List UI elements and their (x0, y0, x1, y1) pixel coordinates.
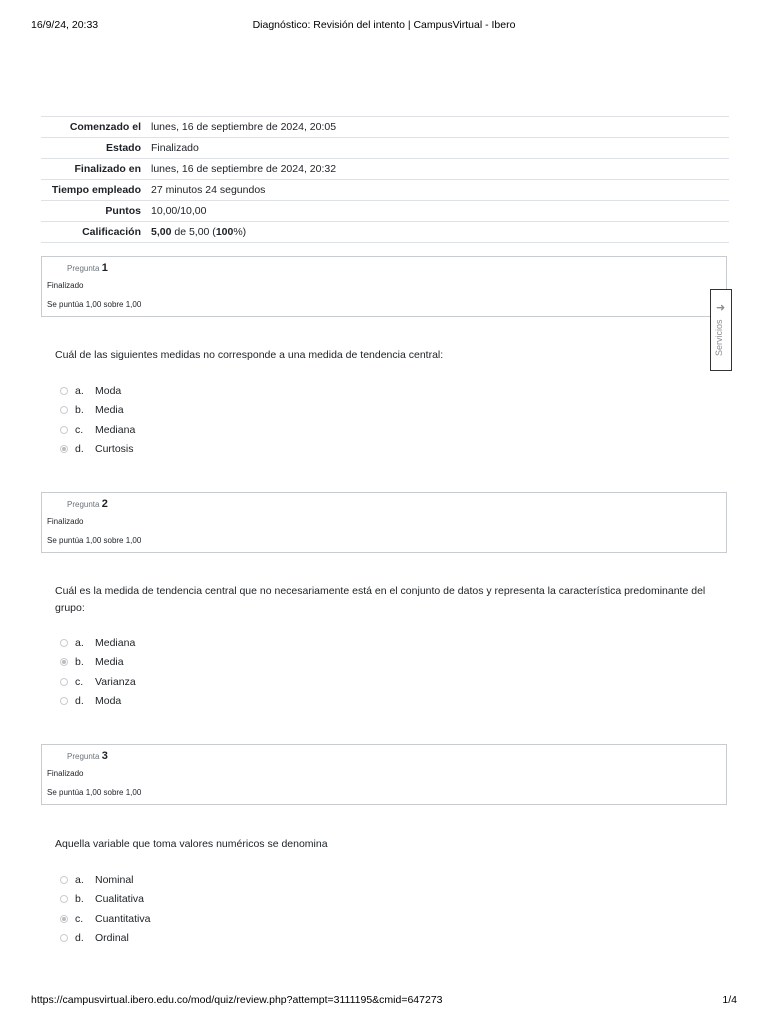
summary-label: Calificación (41, 222, 146, 243)
answer-option[interactable]: b. Media (60, 653, 136, 673)
question-number: Pregunta 1 (67, 262, 108, 274)
question-text-1: Cuál de las siguientes medidas no corresponde a una medida de tendencia central: (55, 349, 444, 361)
radio-button[interactable] (60, 426, 68, 434)
services-tab[interactable] (710, 289, 732, 371)
grade-max: de 5,00 ( (171, 226, 216, 238)
attempt-summary-table (41, 116, 729, 243)
summary-value: Finalizado (146, 138, 729, 159)
radio-button-selected[interactable] (60, 658, 68, 666)
question-grade: Se puntúa 1,00 sobre 1,00 (47, 536, 142, 545)
summary-label: Tiempo empleado (41, 180, 146, 201)
answer-option[interactable]: b. Media (60, 401, 135, 421)
radio-button[interactable] (60, 387, 68, 395)
answer-option[interactable]: a. Mediana (60, 633, 136, 653)
radio-button[interactable] (60, 406, 68, 414)
question-state: Finalizado (47, 769, 84, 778)
question-grade: Se puntúa 1,00 sobre 1,00 (47, 300, 142, 309)
radio-button[interactable] (60, 876, 68, 884)
radio-button[interactable] (60, 895, 68, 903)
summary-row (41, 180, 729, 201)
summary-value: 10,00/10,00 (146, 201, 729, 222)
answer-option[interactable]: d. Ordinal (60, 929, 150, 949)
radio-button[interactable] (60, 697, 68, 705)
question-number: Pregunta 2 (67, 498, 108, 510)
answer-list-2 (60, 633, 136, 711)
answer-option[interactable]: b. Cualitativa (60, 890, 150, 910)
grade-percent: 100 (215, 226, 234, 238)
question-info-3 (41, 744, 727, 805)
summary-label: Puntos (41, 201, 146, 222)
answer-option[interactable]: d. Moda (60, 692, 136, 712)
answer-option[interactable]: d. Curtosis (60, 440, 135, 460)
arrow-right-icon: ➜ (716, 302, 726, 314)
services-label: Servicios (714, 319, 724, 356)
summary-label: Comenzado el (41, 117, 146, 138)
answer-list-1 (60, 381, 135, 459)
summary-row (41, 117, 729, 138)
grade-suffix: %) (233, 226, 247, 238)
question-state: Finalizado (47, 517, 84, 526)
summary-row (41, 159, 729, 180)
print-header (31, 19, 737, 33)
summary-label: Finalizado en (41, 159, 146, 180)
radio-button-selected[interactable] (60, 445, 68, 453)
question-text-3: Aquella variable que toma valores numéricos se denomina (55, 838, 328, 850)
radio-button-selected[interactable] (60, 915, 68, 923)
summary-label: Estado (41, 138, 146, 159)
print-page-number: 1/4 (722, 994, 737, 1006)
print-url: https://campusvirtual.ibero.edu.co/mod/quiz/review.php?attempt=3111195&cmid=647273 (31, 994, 443, 1006)
radio-button[interactable] (60, 934, 68, 942)
summary-row (41, 201, 729, 222)
question-state: Finalizado (47, 281, 84, 290)
answer-option[interactable]: c. Cuantitativa (60, 909, 150, 929)
question-text-2: Cuál es la medida de tendencia central que no necesariamente está en el conjunto de datos y representa la característica predominante del grupo: (55, 585, 706, 614)
radio-button[interactable] (60, 678, 68, 686)
summary-row (41, 222, 729, 243)
question-info-2 (41, 492, 727, 553)
answer-option[interactable]: c. Varianza (60, 672, 136, 692)
print-page-title: Diagnóstico: Revisión del intento | CampusVirtual - Ibero (252, 19, 516, 31)
summary-row (41, 138, 729, 159)
summary-value: lunes, 16 de septiembre de 2024, 20:05 (146, 117, 729, 138)
question-grade: Se puntúa 1,00 sobre 1,00 (47, 788, 142, 797)
radio-button[interactable] (60, 639, 68, 647)
summary-value: lunes, 16 de septiembre de 2024, 20:32 (146, 159, 729, 180)
summary-grade-value (146, 222, 729, 243)
print-datetime: 16/9/24, 20:33 (31, 19, 99, 31)
question-number: Pregunta 3 (67, 750, 108, 762)
answer-list-3 (60, 870, 150, 948)
summary-value: 27 minutos 24 segundos (146, 180, 729, 201)
question-info-1 (41, 256, 727, 317)
answer-option[interactable]: a. Nominal (60, 870, 150, 890)
print-footer (31, 994, 737, 1008)
answer-option[interactable]: c. Mediana (60, 420, 135, 440)
answer-option[interactable]: a. Moda (60, 381, 135, 401)
grade-score: 5,00 (151, 226, 172, 238)
